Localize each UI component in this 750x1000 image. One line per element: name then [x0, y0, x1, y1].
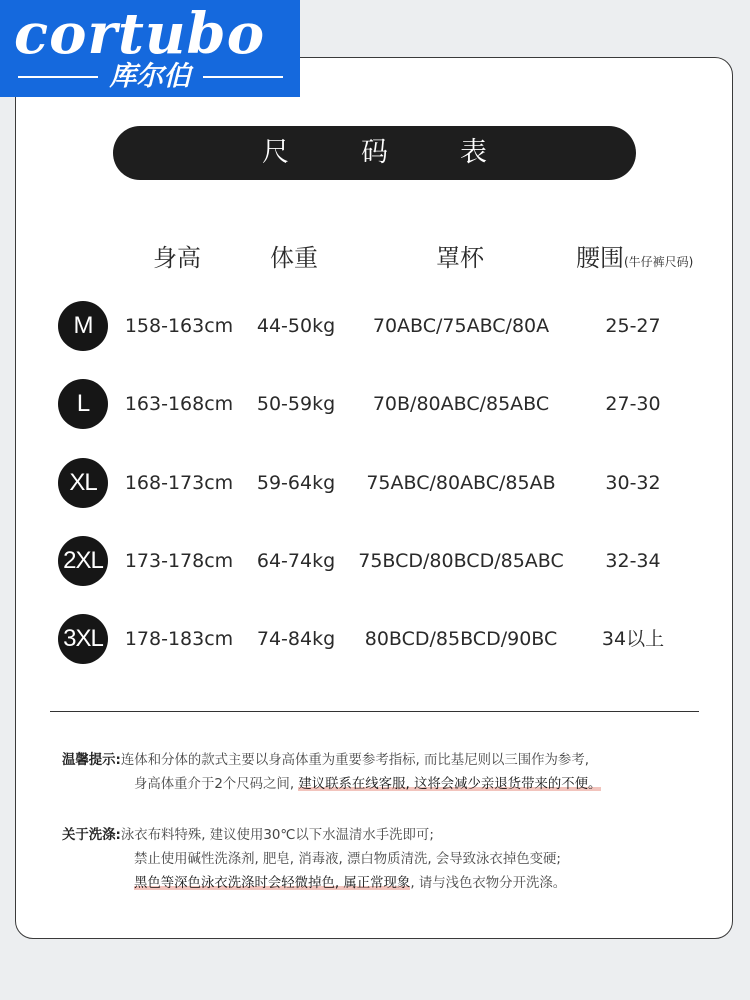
- height-cell: 158-163cm: [124, 315, 234, 337]
- wash-text: 泳衣布料特殊, 建议使用30℃以下水温清水手洗即可;: [120, 828, 434, 843]
- size-badge: XL: [58, 458, 108, 508]
- size-row: [0, 458, 750, 510]
- size-badge: L: [58, 379, 108, 429]
- size-badge: 3XL: [58, 614, 108, 664]
- brand-script-text: cortubo: [14, 1, 266, 67]
- brand-logo: [0, 0, 300, 97]
- page-title: 尺码表: [113, 126, 636, 180]
- cup-cell: 75ABC/80ABC/85AB: [366, 472, 556, 494]
- waist-cell: 25-27: [605, 315, 661, 337]
- logo-rule-right: [203, 76, 283, 78]
- size-badge: 2XL: [58, 536, 108, 586]
- weight-cell: 64-74kg: [256, 550, 336, 572]
- height-cell: 178-183cm: [124, 628, 234, 650]
- tip-text: 连体和分体的款式主要以身高体重为重要参考指标, 而比基尼则以三围作为参考,: [120, 753, 589, 768]
- height-cell: 163-168cm: [124, 393, 234, 415]
- header-height: 身高: [153, 244, 201, 272]
- size-row: [0, 301, 750, 353]
- weight-cell: 50-59kg: [256, 393, 336, 415]
- section-divider: [50, 711, 699, 712]
- tip-text-plain: 身高体重介于2个尺码之间,: [134, 777, 299, 792]
- waist-cell: 34以上: [601, 628, 665, 650]
- wash-line-2: 禁止使用碱性洗涤剂, 肥皂, 消毒液, 漂白物质清洗, 会导致泳衣掉色变硬;: [134, 852, 561, 867]
- waist-cell: 27-30: [605, 393, 661, 415]
- wash-highlight: 黑色等深色泳衣洗涤时会轻微掉色, 属正常现象: [134, 876, 411, 891]
- size-row: [0, 379, 750, 431]
- weight-cell: 74-84kg: [256, 628, 336, 650]
- height-cell: 168-173cm: [124, 472, 234, 494]
- weight-cell: 59-64kg: [256, 472, 336, 494]
- weight-cell: 44-50kg: [256, 315, 336, 337]
- cup-cell: 70ABC/75ABC/80A: [372, 315, 550, 337]
- wash-label: 关于洗涤:: [62, 828, 121, 843]
- header-waist-note: (牛仔裤尺码): [624, 255, 694, 269]
- tip-line-2: [134, 773, 601, 797]
- tip-label: 温馨提示:: [62, 753, 121, 768]
- wash-line-3: [134, 872, 566, 896]
- logo-rule-left: [18, 76, 98, 78]
- header-waist-label: 腰围: [576, 244, 624, 272]
- wash-line-1: [62, 824, 434, 848]
- cup-cell: 75BCD/80BCD/85ABC: [358, 550, 564, 572]
- tip-highlight: 建议联系在线客服, 这将会减少亲退货带来的不便。: [298, 777, 602, 792]
- header-waist: [576, 240, 693, 280]
- tip-line-1: [62, 749, 589, 773]
- brand-chinese-name: 库尔伯: [109, 61, 191, 92]
- header-cup: 罩杯: [436, 244, 484, 272]
- size-badge: M: [58, 301, 108, 351]
- waist-cell: 32-34: [605, 550, 661, 572]
- size-row: [0, 536, 750, 588]
- header-weight: 体重: [270, 244, 318, 272]
- cup-cell: 70B/80ABC/85ABC: [372, 393, 550, 415]
- size-row: [0, 614, 750, 666]
- cup-cell: 80BCD/85BCD/90BC: [364, 628, 558, 650]
- height-cell: 173-178cm: [124, 550, 234, 572]
- wash-text-plain: , 请与浅色衣物分开洗涤。: [410, 876, 567, 891]
- waist-cell: 30-32: [605, 472, 661, 494]
